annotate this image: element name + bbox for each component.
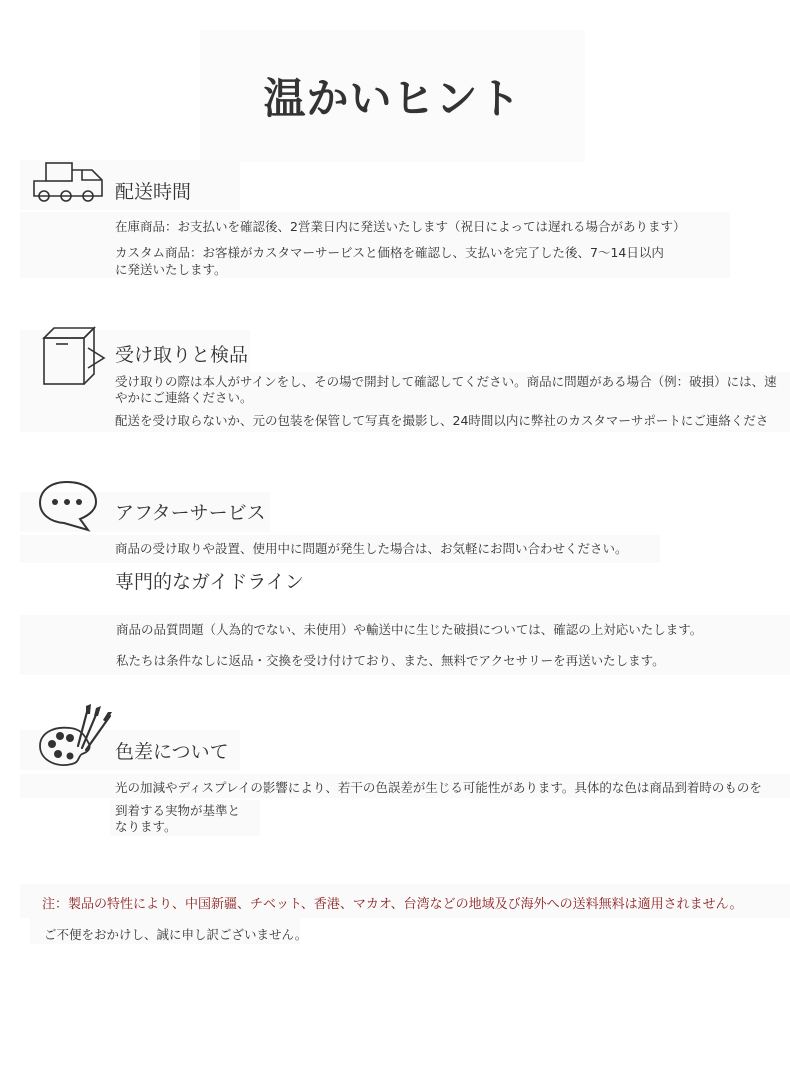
truck-icon [32, 160, 112, 206]
section-heading-aftercare: アフターサービス [115, 502, 266, 524]
receiving-line-2: 配送を受け取らないか、元の包装を保管して写真を撮影し、24時間以内に弊社のカスタマーサポートにご連絡くださ [115, 413, 769, 428]
shipping-line-1: 在庫商品：お支払いを確認後、2営業日内に発送いたします（祝日によっては遅れる場合があります） [115, 219, 686, 234]
apology-note: ご不便をおかけし、誠に申し訳ございません。 [44, 927, 308, 942]
shipping-exclusion-note: 注：製品の特性により、中国新疆、チベット、香港、マカオ、台湾などの地域及び海外への送料無料は適用されません。 [42, 897, 743, 912]
aftercare-line-1: 商品の受け取りや設置、使用中に問題が発生した場合は、お気軽にお問い合わせください。 [115, 541, 628, 556]
section-heading-color: 色差について [115, 741, 229, 763]
receiving-line-1a: 受け取りの際は本人がサインをし、その場で開封して確認してください。商品に問題がある場合（例：破損）には、速 [115, 374, 777, 389]
shipping-line-2a: カスタム商品：お客様がカスタマーサービスと価格を確認し、支払いを完了した後、7〜14日以内 [115, 245, 664, 260]
receiving-line-1b: やかにご連絡ください。 [115, 390, 253, 405]
color-line-1: 光の加減やディスプレイの影響により、若干の色誤差が生じる可能性があります。具体的な色は商品到着時のものを [115, 780, 762, 795]
box-icon [38, 324, 108, 388]
aftercare-line-3: 私たちは条件なしに返品・交換を受け付けており、また、無料でアクセサリーを再送いたします。 [116, 653, 665, 668]
page-title: 温かいヒント [263, 74, 522, 123]
section-heading-shipping: 配送時間 [115, 181, 192, 203]
shipping-line-2b: に発送いたします。 [115, 262, 227, 277]
palette-icon [36, 702, 114, 772]
color-line-2a: 到着する実物が基準と [115, 803, 241, 818]
section-heading-receiving: 受け取りと検品 [115, 344, 249, 366]
subheading-guidelines: 専門的なガイドライン [115, 571, 304, 593]
color-line-2b: なります。 [115, 819, 177, 834]
aftercare-line-2: 商品の品質問題（人為的でない、未使用）や輸送中に生じた破損については、確認の上対応いたします。 [116, 622, 703, 637]
chat-bubble-icon [36, 478, 102, 534]
